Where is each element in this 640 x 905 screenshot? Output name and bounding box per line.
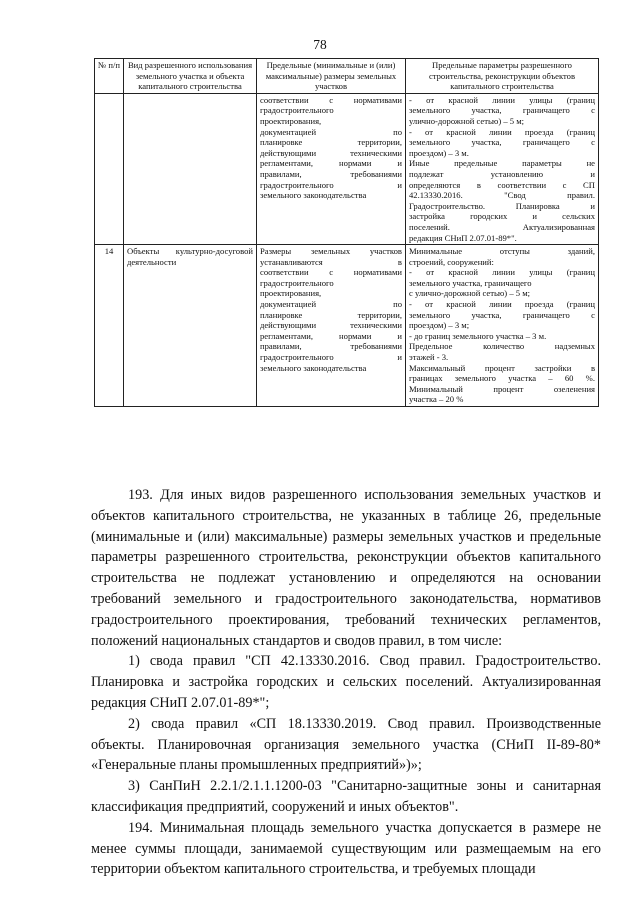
row-build-params (406, 245, 599, 407)
text-line: Минимальный процент озеленения (409, 383, 595, 394)
text-line: документацией по (260, 299, 402, 310)
text-line: документацией по (260, 126, 402, 137)
text-line: градостроительного (260, 277, 334, 288)
table-header-row (95, 59, 599, 94)
text-line: градостроительного (260, 105, 334, 116)
table-row (95, 245, 599, 407)
text-line: градостроительного и (260, 352, 402, 363)
text-line: Предельное количество надземных (409, 341, 595, 352)
row-plot-size (257, 93, 406, 244)
body-text (91, 485, 601, 880)
text-line: земельного участка, граничащего с (409, 309, 595, 320)
paragraph-194: 194. Минимальная площадь земельного участка допускается в размере не менее суммы площади, занимаемой существующим или размещаемым на его территории объектом капитального строительства, и требуемых площади (91, 819, 601, 878)
text-line: - от красной линии проезда (границ (409, 126, 595, 137)
text-line: правилами, требованиями (260, 341, 402, 352)
text-line: планировке территории, (260, 309, 402, 320)
text-line: определяются в соответствии с СП (409, 179, 595, 190)
text-line: с улично-дорожной сетью) – 5 м; (409, 288, 531, 299)
text-line: земельного законодательства (260, 362, 367, 373)
text-line: соответствии с нормативами (260, 94, 402, 105)
text-line: земельного участка, граничащего (409, 277, 532, 288)
row-build-params (406, 93, 599, 244)
text-line: подлежат установлению и (409, 168, 595, 179)
text-line: устанавливаются в (260, 256, 402, 267)
text-line: - от красной линии улицы (границ (409, 267, 595, 278)
list-item-3: 3) СанПиН 2.2.1/2.1.1.1200-03 "Санитарно-защитные зоны и санитарная классификация предприятий, сооружений и иных объектов". (91, 778, 601, 815)
text-line: Иные предельные параметры не (409, 158, 595, 169)
header-build-params: Предельные параметры разрешенного строительства, реконструкции объектов капитального строительства (406, 59, 599, 94)
row-num (95, 93, 124, 244)
text-line: - до границ земельного участка – 3 м. (409, 330, 547, 341)
text-line: действующими техническими (260, 320, 402, 331)
text-line: соответствии с нормативами (260, 267, 402, 278)
text-line: редакция СНиП 2.07.01-89*". (409, 232, 517, 243)
header-num: № п/п (95, 59, 124, 94)
table-row (95, 93, 599, 244)
text-line: земельного участка, граничащего с (409, 105, 595, 116)
header-use-type: Вид разрешенного использования земельного участка и объекта капитального строительства (124, 59, 257, 94)
row-plot-size (257, 245, 406, 407)
page-number: 78 (313, 37, 327, 52)
row-use-type (124, 93, 257, 244)
text-line: проездом) – 3 м; (409, 320, 470, 331)
text-line: - от красной линии улицы (границ (409, 94, 595, 105)
regulations-table (94, 58, 599, 407)
list-item-1: 1) свода правил "СП 42.13330.2016. Свод правил. Градостроительство. Планировка и застройка городских и сельских поселений. Актуализированная редакция СНиП 2.07.01-89*"; (91, 653, 601, 711)
text-line: Размеры земельных участков (260, 246, 402, 257)
row-num: 14 (95, 245, 124, 407)
text-line: земельного законодательства (260, 190, 367, 201)
text-line: участка – 20 % (409, 394, 464, 405)
text-line: строений, сооружений: (409, 256, 494, 267)
text-line: границах земельного участка – 60 %. (409, 373, 595, 384)
row-use-type: Объекты культурно-досуговой деятельности (124, 245, 257, 407)
paragraph-193: 193. Для иных видов разрешенного использования земельных участков и объектов капитального строительства, не указанных в таблице 26, предельные (минимальные и (или) максимальные) размеры земельных участков и предельные параметры разрешенного строительства, реконструкции объектов капитального строительства не подлежат установлению и определяются на основании требований земельного и градостроительного законодательства, нормативов градостроительного проектирования, требований технических регламентов, положений национальных стандартов и сводов правил, в том числе: (91, 487, 601, 649)
text-line: улично-дорожной сетью) – 5 м; (409, 115, 525, 126)
text-line: проектирования, (260, 115, 322, 126)
text-line: Минимальные отступы зданий, (409, 246, 595, 257)
text-line: правилами, требованиями (260, 168, 402, 179)
text-line: регламентами, нормами и (260, 330, 402, 341)
text-line: действующими техническими (260, 147, 402, 158)
text-line: этажей - 3. (409, 352, 449, 363)
text-line: регламентами, нормами и (260, 158, 402, 169)
text-line: Градостроительство. Планировка и (409, 200, 595, 211)
text-line: поселений. Актуализированная (409, 221, 595, 232)
list-item-2: 2) свода правил «СП 18.13330.2019. Свод правил. Производственные объекты. Планировочная организация земельного участка (СНиП II-89-80* «Генеральные планы промышленных предприятий»)»; (91, 715, 601, 774)
text-line: 42.13330.2016. "Свод правил. (409, 190, 595, 201)
text-line: градостроительного и (260, 179, 402, 190)
text-line: проектирования, (260, 288, 322, 299)
text-line: проездом) – 3 м. (409, 147, 469, 158)
text-line: земельного участка, граничащего с (409, 137, 595, 148)
text-line: планировке территории, (260, 137, 402, 148)
text-line: Максимальный процент застройки в (409, 362, 595, 373)
text-line: застройка городских и сельских (409, 211, 595, 222)
header-plot-size: Предельные (минимальные и (или) максимальные) размеры земельных участков (257, 59, 406, 94)
text-line: - от красной линии проезда (границ (409, 299, 595, 310)
